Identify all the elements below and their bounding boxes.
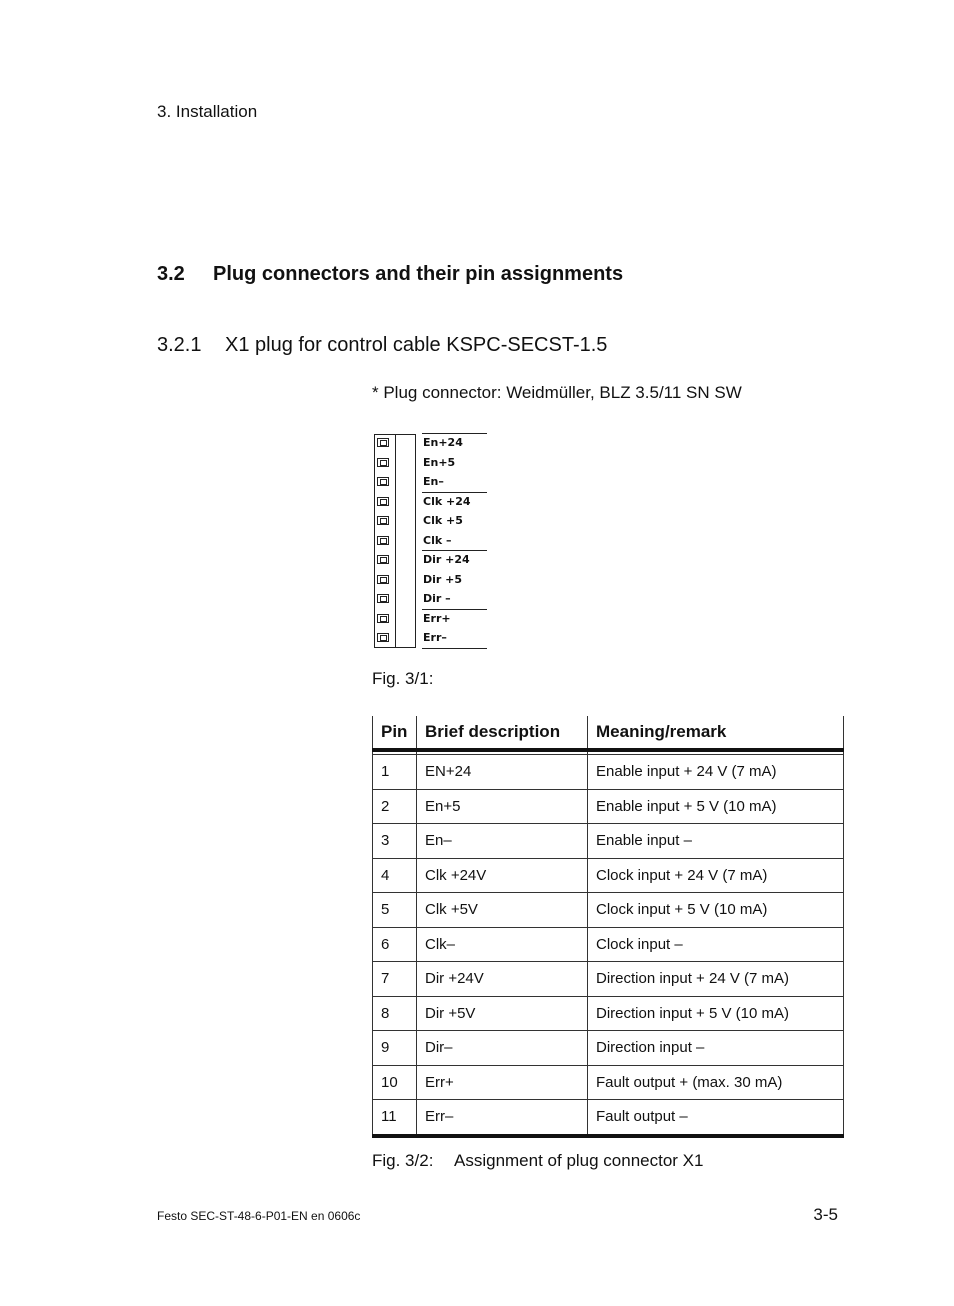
pin-label: Dir – [423,592,451,605]
cell-pin: 2 [373,789,417,824]
subsection-heading [157,334,607,357]
table-row [373,927,844,962]
table-row [373,893,844,928]
cell-meaning: Fault output + (max. 30 mA) [588,1065,844,1100]
pin-terminal-icon [377,458,389,467]
cell-meaning: Enable input – [588,824,844,859]
pin-label: Clk – [423,533,452,547]
cell-brief-description: Dir +24V [417,962,588,997]
cell-pin: 10 [373,1065,417,1100]
pin-terminal-icon [377,633,389,642]
pin-label: Err+ [423,611,451,625]
table-row [373,789,844,824]
cell-pin: 6 [373,927,417,962]
section-title: Plug connectors and their pin assignments [213,263,624,285]
cell-brief-description: Clk +5V [417,893,588,928]
pin-terminal-icon [377,614,389,623]
pin-label: En+24 [423,436,463,449]
cell-brief-description: Clk +24V [417,858,588,893]
pin-label: En+5 [423,455,456,469]
table-row [373,755,844,790]
pin-label: Clk +5 [423,514,463,527]
group-separator-line [422,609,487,610]
pin-terminal-icon [377,536,389,545]
cell-pin: 1 [373,755,417,790]
cell-meaning: Direction input + 5 V (10 mA) [588,996,844,1031]
table-row [373,996,844,1031]
page-number: 3-5 [813,1205,838,1224]
cell-meaning: Clock input + 5 V (10 mA) [588,893,844,928]
table-header-row [373,716,844,750]
pin-terminal-icon [377,497,389,506]
cell-meaning: Direction input + 24 V (7 mA) [588,962,844,997]
pin-terminal-icon [377,516,389,525]
subsection-number: 3.2.1 [157,334,202,356]
cell-brief-description: Clk– [417,927,588,962]
section-heading [157,263,623,286]
pin-label: Dir +5 [423,572,463,586]
figure-2-label: Fig. 3/2: [372,1151,434,1170]
cell-pin: 7 [373,962,417,997]
header-meaning-remark: Meaning/remark [588,716,844,750]
pin-terminal-icon [377,438,389,447]
cell-pin: 3 [373,824,417,859]
pin-terminal-icon [377,477,389,486]
section-number: 3.2 [157,263,185,285]
pin-label: Clk +24 [423,494,471,508]
table-row [373,1031,844,1066]
subsection-title: X1 plug for control cable KSPC-SECST-1.5 [225,334,608,356]
cell-brief-description: En+5 [417,789,588,824]
cell-pin: 9 [373,1031,417,1066]
running-header: 3. Installation [157,102,258,121]
cell-brief-description: EN+24 [417,755,588,790]
cell-brief-description: En– [417,824,588,859]
header-pin: Pin [373,716,417,750]
pin-label: Err– [423,631,447,644]
figure-2-caption [372,1151,703,1171]
cell-meaning: Direction input – [588,1031,844,1066]
connector-diagram [372,432,490,652]
cell-meaning: Enable input + 5 V (10 mA) [588,789,844,824]
cell-brief-description: Dir– [417,1031,588,1066]
group-separator-line [422,433,487,434]
cell-pin: 11 [373,1100,417,1136]
pin-assignment-table [372,716,844,1138]
table-row [373,1100,844,1136]
group-separator-line [422,492,487,493]
table-row [373,962,844,997]
footer-document-id: Festo SEC-ST-48-6-P01-EN en 0606c [157,1209,361,1223]
cell-meaning: Clock input – [588,927,844,962]
pin-terminal-icon [377,575,389,584]
pin-label: En– [423,475,444,488]
cell-meaning: Fault output – [588,1100,844,1136]
cell-meaning: Enable input + 24 V (7 mA) [588,755,844,790]
cell-brief-description: Err+ [417,1065,588,1100]
pin-label: Dir +24 [423,553,470,566]
cell-pin: 4 [373,858,417,893]
cell-brief-description: Dir +5V [417,996,588,1031]
cell-brief-description: Err– [417,1100,588,1136]
header-brief-description: Brief description [417,716,588,750]
figure-2-text: Assignment of plug connector X1 [454,1151,704,1170]
cell-pin: 8 [373,996,417,1031]
cell-pin: 5 [373,893,417,928]
cell-meaning: Clock input + 24 V (7 mA) [588,858,844,893]
table-row [373,824,844,859]
group-separator-line [422,550,487,551]
figure-1-caption: Fig. 3/1: [372,669,434,688]
table-row [373,1065,844,1100]
pin-terminal-icon [377,555,389,564]
connector-note: * Plug connector: Weidmüller, BLZ 3.5/11 SN SW [372,383,742,402]
table-row [373,858,844,893]
connector-divider [395,435,396,647]
group-separator-line [422,648,487,649]
pin-terminal-icon [377,594,389,603]
